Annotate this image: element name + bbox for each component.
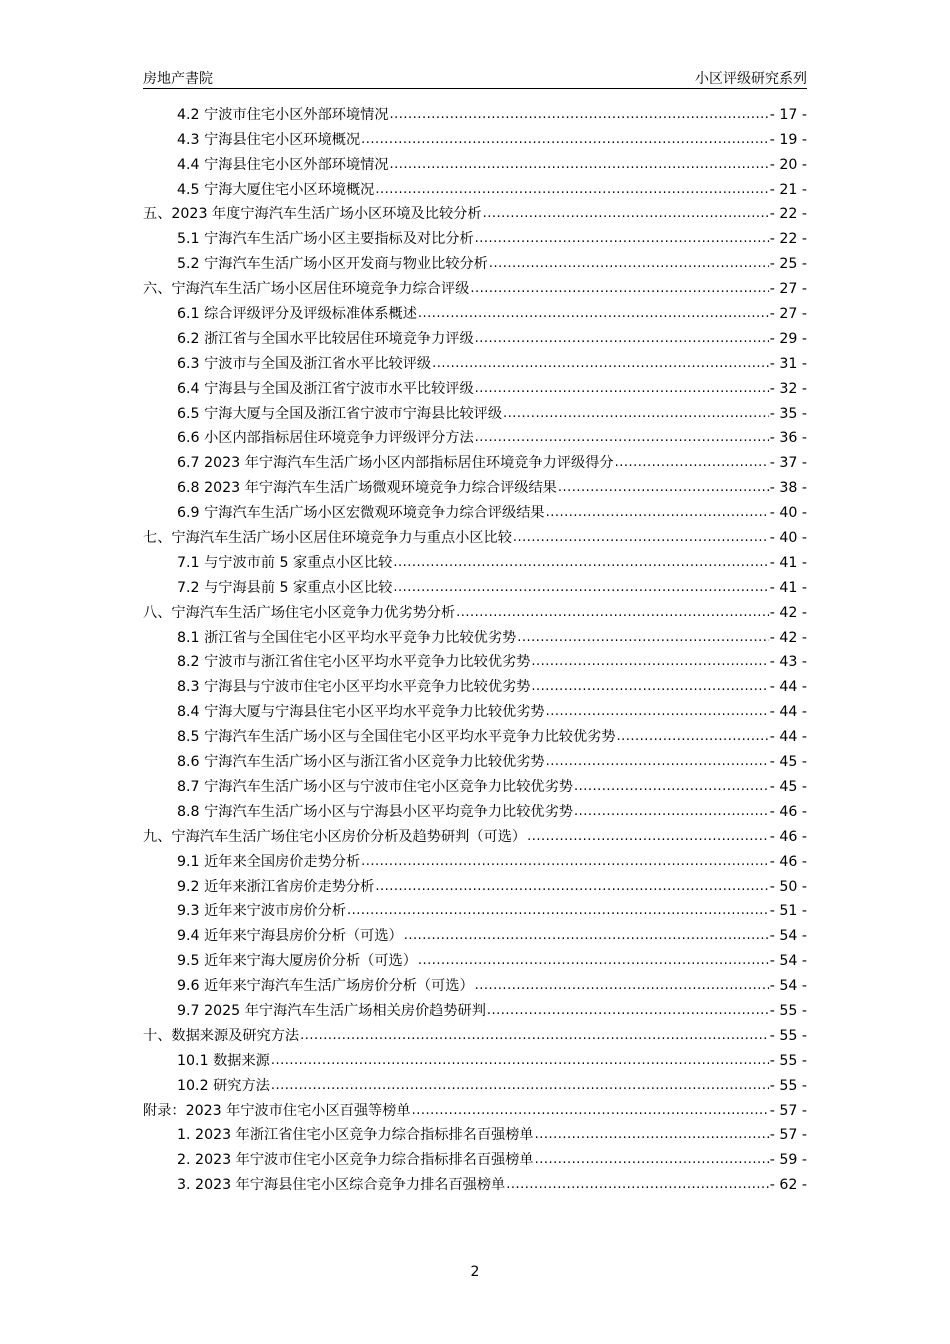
toc-leader-dots [418,305,769,323]
toc-entry-page: - 32 - [769,380,807,397]
toc-leader-dots [574,778,769,796]
toc-section-entry[interactable] [143,945,807,970]
toc-leader-dots [300,1027,769,1045]
toc-section-entry[interactable] [143,348,807,373]
toc-leader-dots [361,131,769,149]
toc-entry-title: 九、宁海汽车生活广场住宅小区房价分析及趋势研判（可选） [143,828,527,845]
header-publisher: 房地产書院 [143,71,213,87]
toc-leader-dots [506,1176,768,1194]
toc-entry-title: 六、宁海汽车生活广场小区居住环境竞争力综合评级 [143,281,470,298]
toc-entry-title: 8.7 宁海汽车生活广场小区与宁波市住宅小区竞争力比较优劣势 [177,778,573,795]
toc-entry-page: - 17 - [769,106,807,123]
toc-entry-page: - 44 - [769,679,807,696]
toc-entry-title: 6.1 综合评级评分及评级标准体系概述 [177,306,417,323]
toc-entry-page: - 25 - [769,256,807,273]
toc-section-entry[interactable] [143,323,807,348]
toc-leader-dots [475,330,769,348]
toc-section-entry[interactable] [143,572,807,597]
toc-leader-dots [489,255,769,273]
toc-leader-dots [271,1052,769,1070]
toc-entry-page: - 19 - [769,131,807,148]
toc-entry-page: - 29 - [769,330,807,347]
toc-entry-page: - 57 - [769,1102,807,1119]
toc-section-entry[interactable] [143,497,807,522]
toc-entry-page: - 41 - [769,579,807,596]
toc-entry-title: 五、2023 年度宁海汽车生活广场小区环境及比较分析 [143,206,482,223]
toc-leader-dots [475,380,769,398]
toc-section-entry[interactable] [143,1144,807,1169]
toc-entry-page: - 21 - [769,181,807,198]
toc-entry-page: - 55 - [769,1077,807,1094]
toc-leader-dots [432,355,769,373]
toc-entry-title: 6.6 小区内部指标居住环境竞争力评级评分方法 [177,430,474,447]
toc-section-entry[interactable] [143,1169,807,1194]
toc-leader-dots [513,529,769,547]
toc-entry-page: - 27 - [769,281,807,298]
toc-entry-page: - 35 - [769,405,807,422]
toc-entry-title: 9.1 近年来全国房价走势分析 [177,853,361,870]
toc-entry-page: - 20 - [769,156,807,173]
page-header [143,66,807,89]
toc-entry-page: - 54 - [769,928,807,945]
toc-leader-dots [546,703,769,721]
toc-leader-dots [535,1151,769,1169]
toc-section-entry[interactable] [143,174,807,199]
toc-entry-page: - 22 - [769,231,807,248]
toc-section-entry[interactable] [143,746,807,771]
toc-entry-page: - 42 - [769,604,807,621]
toc-section-entry[interactable] [143,149,807,174]
toc-section-entry[interactable] [143,970,807,995]
toc-section-entry[interactable] [143,1120,807,1145]
toc-entry-page: - 55 - [769,1002,807,1019]
toc-section-entry[interactable] [143,124,807,149]
toc-entry-title: 6.9 宁海汽车生活广场小区宏微观环境竞争力综合评级结果 [177,505,545,522]
toc-leader-dots [390,106,769,124]
toc-leader-dots [546,504,769,522]
toc-leader-dots [271,1077,769,1095]
toc-leader-dots [546,753,769,771]
toc-entry-page: - 22 - [769,206,807,223]
toc-leader-dots [475,429,769,447]
toc-entry-title: 8.5 宁海汽车生活广场小区与全国住宅小区平均水平竞争力比较优劣势 [177,729,616,746]
toc-entry-title: 6.2 浙江省与全国水平比较居住环境竞争力评级 [177,330,474,347]
toc-section-entry[interactable] [143,696,807,721]
toc-section-entry[interactable] [143,846,807,871]
toc-chapter-entry[interactable] [143,1095,807,1120]
toc-entry-title: 9.5 近年来宁海大厦房价分析（可选） [177,953,417,970]
toc-entry-page: - 45 - [769,778,807,795]
toc-leader-dots [487,1002,769,1020]
toc-entry-page: - 44 - [769,729,807,746]
toc-entry-title: 7.1 与宁波市前 5 家重点小区比较 [177,554,393,571]
toc-entry-page: - 40 - [769,505,807,522]
table-of-contents [143,99,807,1194]
toc-leader-dots [404,927,769,945]
toc-entry-title: 9.2 近年来浙江省房价走势分析 [177,878,375,895]
toc-entry-title: 6.3 宁波市与全国及浙江省水平比较评级 [177,355,432,372]
toc-entry-title: 8.4 宁海大厦与宁海县住宅小区平均水平竞争力比较优劣势 [177,704,545,721]
toc-section-entry[interactable] [143,995,807,1020]
toc-entry-title: 4.3 宁海县住宅小区环境概况 [177,131,361,148]
toc-entry-title: 附录：2023 年宁波市住宅小区百强等榜单 [143,1102,411,1119]
toc-entry-title: 8.6 宁海汽车生活广场小区与浙江省小区竞争力比较优劣势 [177,754,545,771]
toc-entry-page: - 44 - [769,704,807,721]
toc-leader-dots [475,977,769,995]
toc-section-entry[interactable] [143,896,807,921]
toc-leader-dots [361,853,769,871]
toc-chapter-entry[interactable] [143,821,807,846]
toc-chapter-entry[interactable] [143,273,807,298]
toc-leader-dots [483,205,769,223]
toc-entry-page: - 46 - [769,828,807,845]
toc-leader-dots [531,678,768,696]
toc-section-entry[interactable] [143,298,807,323]
toc-leader-dots [558,479,769,497]
toc-section-entry[interactable] [143,920,807,945]
toc-section-entry[interactable] [143,373,807,398]
toc-entry-title: 9.7 2025 年宁海汽车生活广场相关房价趋势研判 [177,1002,486,1019]
toc-leader-dots [456,604,769,622]
toc-entry-title: 5.2 宁海汽车生活广场小区开发商与物业比较分析 [177,256,488,273]
toc-leader-dots [617,728,769,746]
toc-entry-title: 8.1 浙江省与全国住宅小区平均水平竞争力比较优劣势 [177,629,517,646]
toc-entry-page: - 57 - [769,1127,807,1144]
toc-chapter-entry[interactable] [143,1020,807,1045]
toc-leader-dots [375,878,768,896]
toc-entry-page: - 36 - [769,430,807,447]
toc-leader-dots [535,1126,769,1144]
toc-leader-dots [531,653,768,671]
toc-entry-page: - 38 - [769,480,807,497]
toc-entry-page: - 55 - [769,1052,807,1069]
toc-entry-title: 9.6 近年来宁海汽车生活广场房价分析（可选） [177,978,474,995]
toc-entry-title: 八、宁海汽车生活广场住宅小区竞争力优劣势分析 [143,604,456,621]
toc-section-entry[interactable] [143,871,807,896]
toc-entry-page: - 50 - [769,878,807,895]
toc-section-entry[interactable] [143,622,807,647]
toc-leader-dots [347,902,769,920]
toc-entry-title: 3. 2023 年宁海县住宅小区综合竞争力排名百强榜单 [177,1177,506,1194]
toc-entry-title: 4.2 宁波市住宅小区外部环境情况 [177,106,389,123]
toc-entry-page: - 59 - [769,1152,807,1169]
toc-entry-page: - 54 - [769,978,807,995]
toc-leader-dots [503,405,769,423]
toc-entry-title: 十、数据来源及研究方法 [143,1027,300,1044]
toc-entry-page: - 62 - [769,1177,807,1194]
toc-entry-title: 1. 2023 年浙江省住宅小区竞争力综合指标排名百强榜单 [177,1127,534,1144]
toc-section-entry[interactable] [143,796,807,821]
toc-leader-dots [470,280,768,298]
toc-entry-title: 8.2 宁波市与浙江省住宅小区平均水平竞争力比较优劣势 [177,654,531,671]
toc-entry-page: - 40 - [769,530,807,547]
toc-section-entry[interactable] [143,1070,807,1095]
toc-section-entry[interactable] [143,1045,807,1070]
toc-section-entry[interactable] [143,547,807,572]
toc-entry-page: - 43 - [769,654,807,671]
toc-entry-title: 9.4 近年来宁海县房价分析（可选） [177,928,403,945]
toc-leader-dots [393,554,768,572]
toc-section-entry[interactable] [143,447,807,472]
toc-entry-title: 6.5 宁海大厦与全国及浙江省宁波市宁海县比较评级 [177,405,503,422]
toc-entry-page: - 31 - [769,355,807,372]
toc-leader-dots [615,454,769,472]
toc-entry-title: 8.8 宁海汽车生活广场小区与宁海县小区平均竞争力比较优劣势 [177,803,573,820]
toc-entry-title: 6.7 2023 年宁海汽车生活广场小区内部指标居住环境竞争力评级得分 [177,455,614,472]
toc-leader-dots [517,629,768,647]
toc-entry-page: - 42 - [769,629,807,646]
toc-entry-page: - 46 - [769,803,807,820]
toc-leader-dots [390,156,769,174]
toc-section-entry[interactable] [143,99,807,124]
toc-section-entry[interactable] [143,647,807,672]
toc-section-entry[interactable] [143,423,807,448]
toc-entry-title: 8.3 宁海县与宁波市住宅小区平均水平竞争力比较优劣势 [177,679,531,696]
toc-section-entry[interactable] [143,223,807,248]
toc-entry-page: - 41 - [769,554,807,571]
toc-chapter-entry[interactable] [143,522,807,547]
toc-entry-page: - 27 - [769,306,807,323]
toc-section-entry[interactable] [143,671,807,696]
toc-entry-title: 9.3 近年来宁波市房价分析 [177,903,346,920]
toc-section-entry[interactable] [143,771,807,796]
toc-chapter-entry[interactable] [143,597,807,622]
toc-leader-dots [527,828,769,846]
toc-entry-page: - 46 - [769,853,807,870]
toc-entry-title: 10.2 研究方法 [177,1077,270,1094]
toc-leader-dots [375,181,768,199]
toc-entry-title: 2. 2023 年宁波市住宅小区竞争力综合指标排名百强榜单 [177,1152,534,1169]
toc-leader-dots [412,1102,769,1120]
toc-leader-dots [475,230,769,248]
toc-entry-title: 七、宁海汽车生活广场小区居住环境竞争力与重点小区比较 [143,530,512,547]
toc-entry-title: 4.5 宁海大厦住宅小区环境概况 [177,181,375,198]
toc-leader-dots [418,952,769,970]
toc-entry-page: - 55 - [769,1027,807,1044]
page-number: 2 [470,1264,480,1280]
toc-entry-title: 5.1 宁海汽车生活广场小区主要指标及对比分析 [177,231,474,248]
toc-chapter-entry[interactable] [143,199,807,224]
header-series-title: 小区评级研究系列 [695,71,807,87]
toc-entry-title: 6.8 2023 年宁海汽车生活广场微观环境竞争力综合评级结果 [177,480,557,497]
toc-entry-title: 4.4 宁海县住宅小区外部环境情况 [177,156,389,173]
toc-section-entry[interactable] [143,721,807,746]
toc-entry-page: - 45 - [769,754,807,771]
toc-leader-dots [574,803,769,821]
toc-section-entry[interactable] [143,248,807,273]
toc-entry-page: - 54 - [769,953,807,970]
toc-entry-title: 10.1 数据来源 [177,1052,270,1069]
toc-entry-title: 7.2 与宁海县前 5 家重点小区比较 [177,579,393,596]
toc-leader-dots [393,579,768,597]
toc-entry-page: - 37 - [769,455,807,472]
toc-entry-page: - 51 - [769,903,807,920]
toc-section-entry[interactable] [143,398,807,423]
toc-section-entry[interactable] [143,472,807,497]
toc-entry-title: 6.4 宁海县与全国及浙江省宁波市水平比较评级 [177,380,474,397]
